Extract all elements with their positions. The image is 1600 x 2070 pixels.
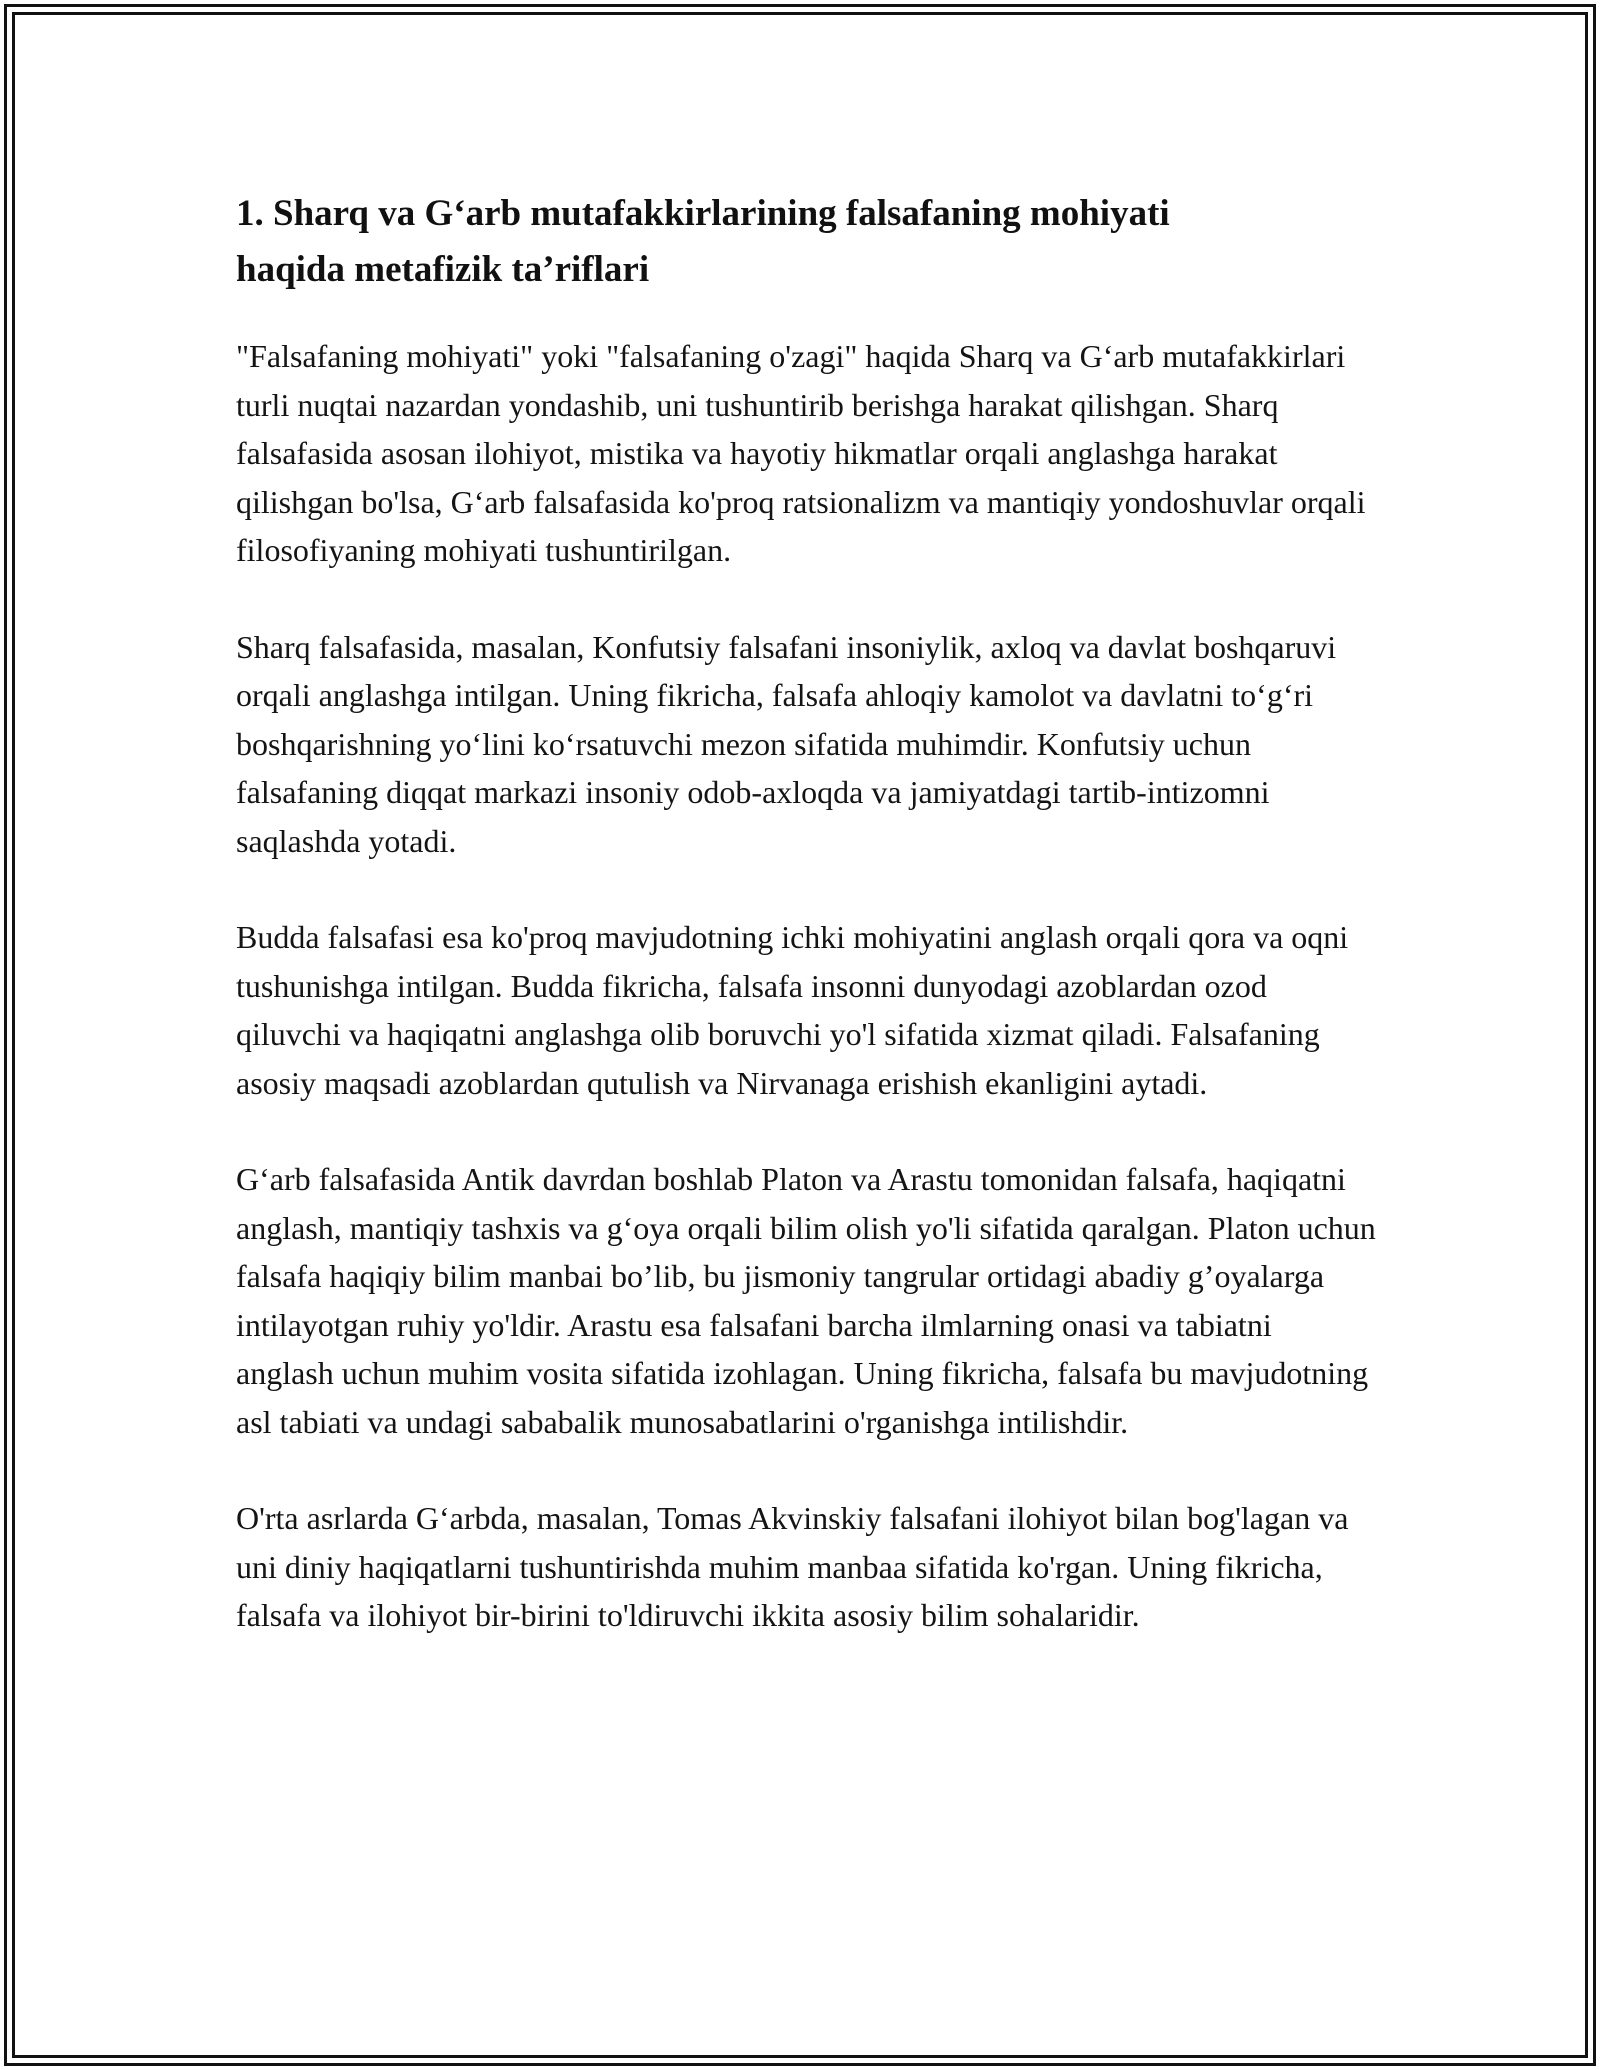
- paragraph-2: Sharq falsafasida, masalan, Konfutsiy falsafani insoniylik, axloq va davlat boshqaruvi orqali anglashga intilgan. Uning fikricha, falsafa ahloqiy kamolot va davlatni to‘g‘ri boshqarishning yo‘lini ko‘rsatuvchi mezon sifatida muhimdir. Konfutsiy uchun falsafaning diqqat markazi insoniy odob-axloqda va jamiyatdagi tartib-intizomni saqlashda yotadi.: [236, 628, 1337, 859]
- paragraph-5: O'rta asrlarda G‘arbda, masalan, Tomas Akvinskiy falsafani ilohiyot bilan bog'lagan va uni diniy haqiqatlarni tushuntirishda muhim manbaa sifatida ko'rgan. Uning fikricha, falsafa va ilohiyot bir-birini to'ldiruvchi ikkita asosiy bilim sohalaridir.: [236, 1500, 1349, 1633]
- document-body: [236, 186, 1376, 1688]
- section-title-line-2: haqida metafizik ta’riflari: [236, 249, 650, 290]
- paragraph-4: G‘arb falsafasida Antik davrdan boshlab Platon va Arastu tomonidan falsafa, haqiqatni anglash, mantiqiy tashxis va g‘oya orqali bilim olish yo'li sifatida qaralgan. Platon uchun falsafa haqiqiy bilim manbai bo’lib, bu jismoniy tangrular ortidagi abadiy g’oyalarga intilayotgan ruhiy yo'ldir. Arastu esa falsafani barcha ilmlarning onasi va tabiatni anglash uchun muhim vosita sifatida izohlagan. Uning fikricha, falsafa bu mavjudotning asl tabiati va undagi sababalik munosabatlarini o'rganishga intilishdir.: [236, 1161, 1376, 1440]
- paragraph-3: Budda falsafasi esa ko'proq mavjudotning ichki mohiyatini anglash orqali qora va oqni tushunishga intilgan. Budda fikricha, falsafa insonni dunyodagi azoblardan ozod qiluvchi va haqiqatni anglashga olib boruvchi yo'l sifatida xizmat qiladi. Falsafaning asosiy maqsadi azoblardan qutulish va Nirvanaga erishish ekanligini aytadi.: [236, 919, 1349, 1101]
- paragraph-1: "Falsafaning mohiyati" yoki "falsafaning o'zagi" haqida Sharq va G‘arb mutafakkirlari turli nuqtai nazardan yondashib, uni tushuntirib berishga harakat qilishgan. Sharq falsafasida asosan ilohiyot, mistika va hayotiy hikmatlar orqali anglashga harakat qilishgan bo'lsa, G‘arb falsafasida ko'proq ratsionalizm va mantiqiy yondoshuvlar orqali filosofiyaning mohiyati tushuntirilgan.: [236, 338, 1366, 568]
- section-title: [236, 186, 1376, 298]
- section-title-line-1: 1. Sharq va G‘arb mutafakkirlarining falsafaning mohiyati: [236, 193, 1170, 234]
